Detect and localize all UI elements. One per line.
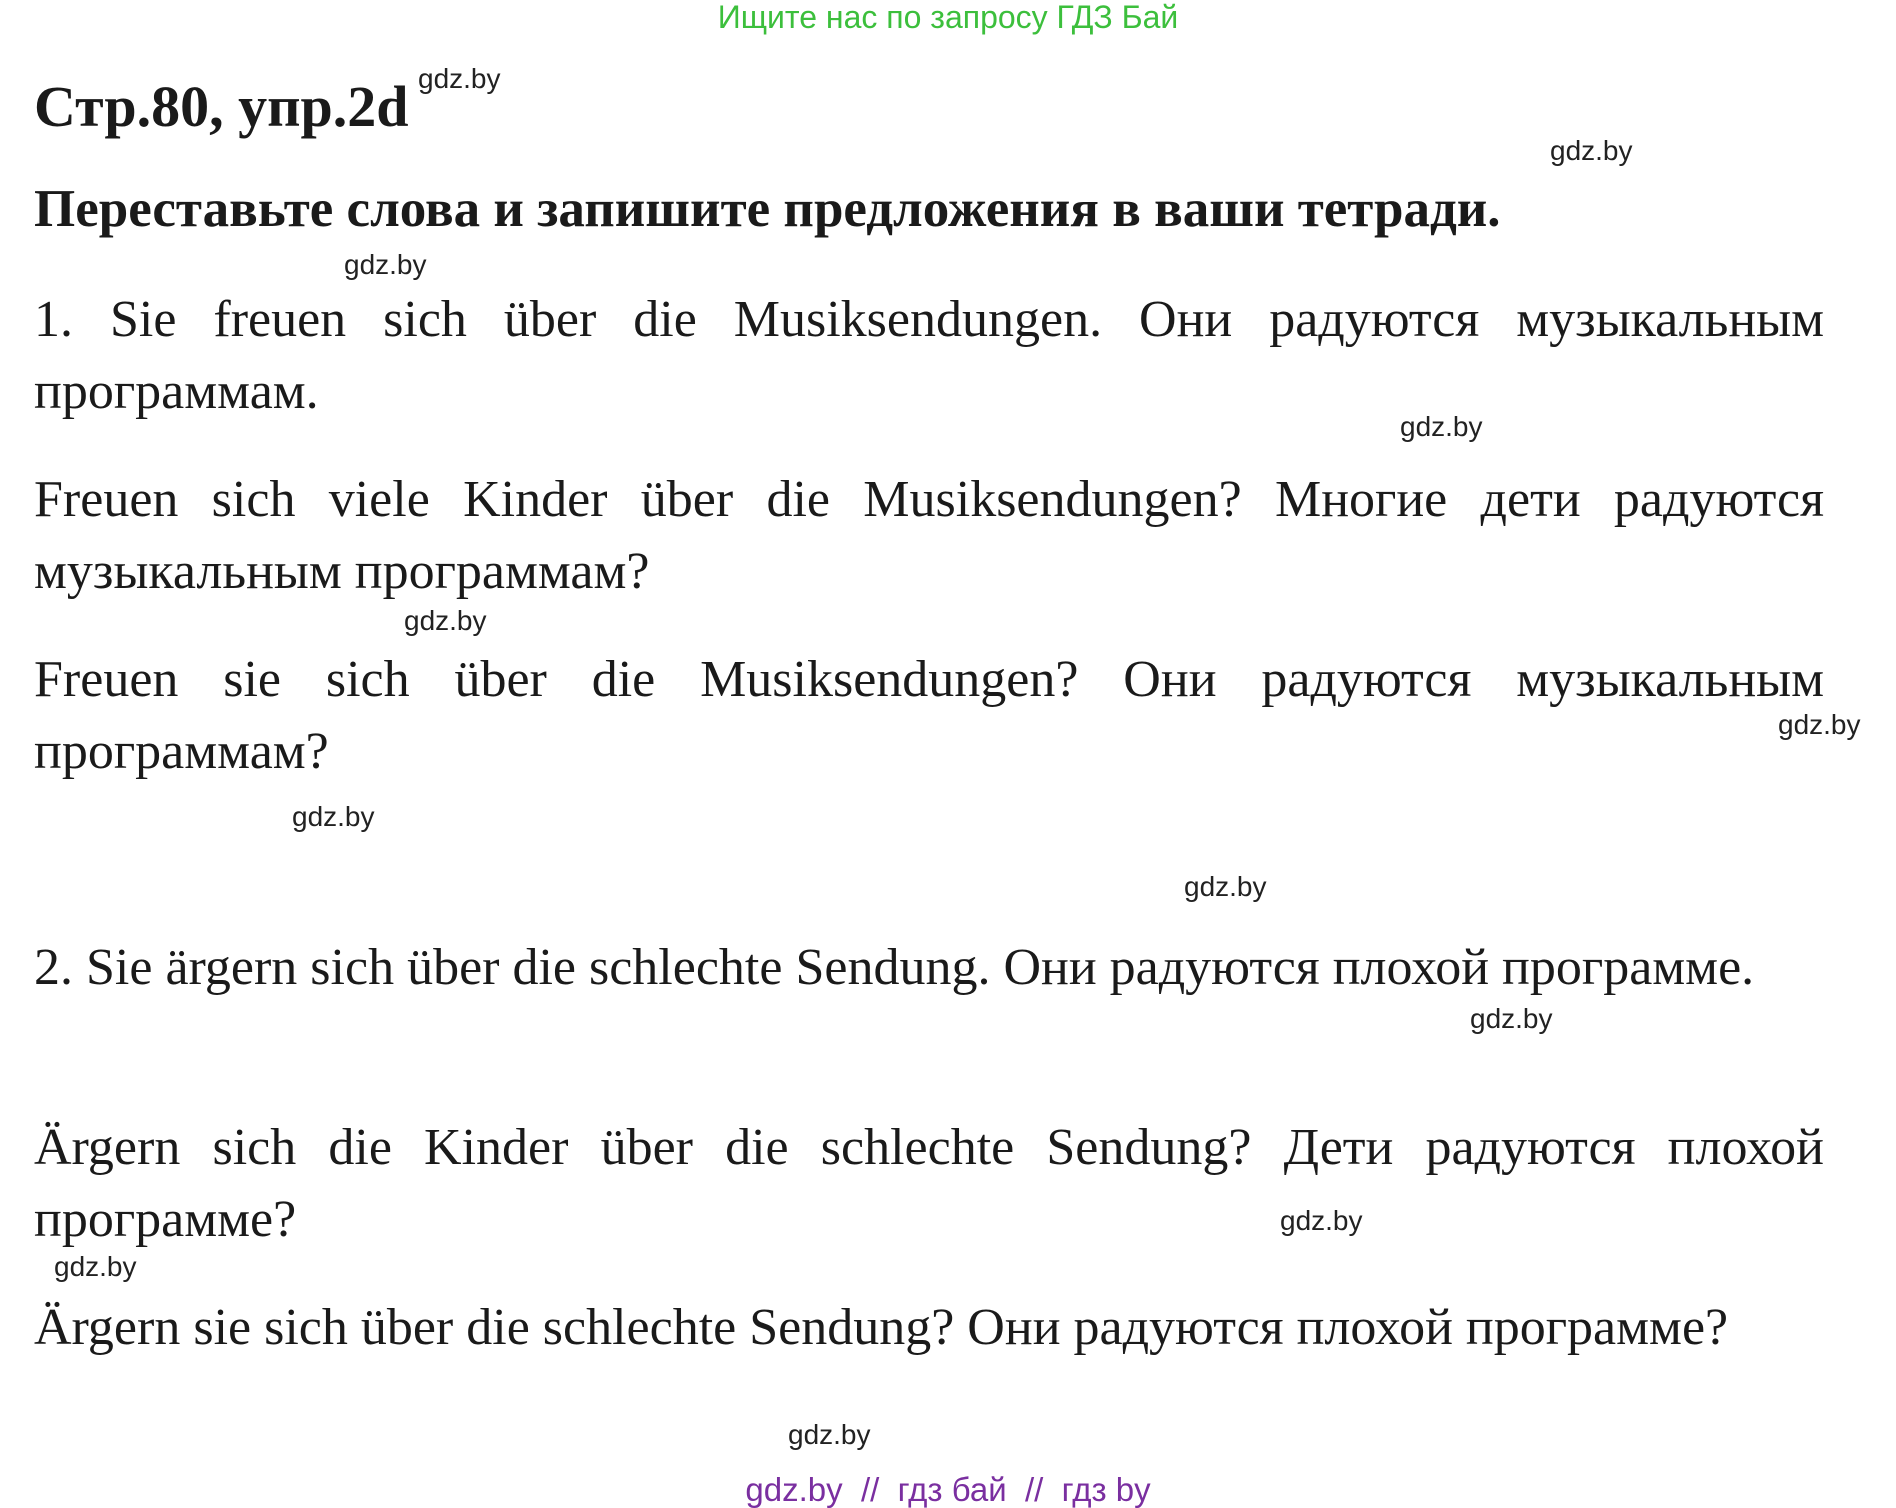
watermark-logo: gdz.by: [1184, 871, 1267, 902]
exercise-2-sentence-3: Ärgern sie sich über die schlechte Sendung? Они радуются плохой программе?: [34, 1299, 1729, 1356]
watermark-logo: gdz.by: [292, 801, 375, 832]
exercise-1-sentence-1: 1. Sie freuen sich über die Musiksendungen. Они радуются музыкальным программам.: [34, 291, 1824, 420]
watermark-logo: gdz.by: [54, 1251, 137, 1282]
watermark-logo: gdz.by: [344, 249, 427, 280]
top-banner: Ищите нас по запросу ГДЗ Бай: [717, 0, 1179, 35]
exercise-1-sentence-2: Freuen sich viele Kinder über die Musiksendungen? Многие дети радуются музыкальным программам?: [34, 471, 1824, 600]
exercise-2-sentence-2: Ärgern sich die Kinder über die schlechte Sendung? Дети радуются плохой программе?: [34, 1119, 1824, 1248]
footer-links: gdz.by // гдз бай // гдз by: [745, 1471, 1151, 1508]
watermark-logo: gdz.by: [418, 63, 501, 94]
exercise-1-sentence-3: Freuen sie sich über die Musiksendungen? Они радуются музыкальным программам?: [34, 651, 1824, 780]
exercise-instruction: Переставьте слова и запишите предложения в ваши тетради.: [34, 180, 1501, 238]
watermark-logo: gdz.by: [1778, 709, 1861, 740]
watermark-logo: gdz.by: [404, 605, 487, 636]
watermark-logo: gdz.by: [1470, 1003, 1553, 1034]
exercise-2-sentence-1: 2. Sie ärgern sich über die schlechte Sendung. Они радуются плохой программе.: [34, 939, 1755, 996]
page-title: Стр.80, упр.2d: [34, 74, 409, 139]
watermark-logo: gdz.by: [1400, 411, 1483, 442]
watermark-logo: gdz.by: [1280, 1205, 1363, 1236]
watermark-logo: gdz.by: [788, 1419, 871, 1450]
watermark-logo: gdz.by: [1550, 135, 1633, 166]
